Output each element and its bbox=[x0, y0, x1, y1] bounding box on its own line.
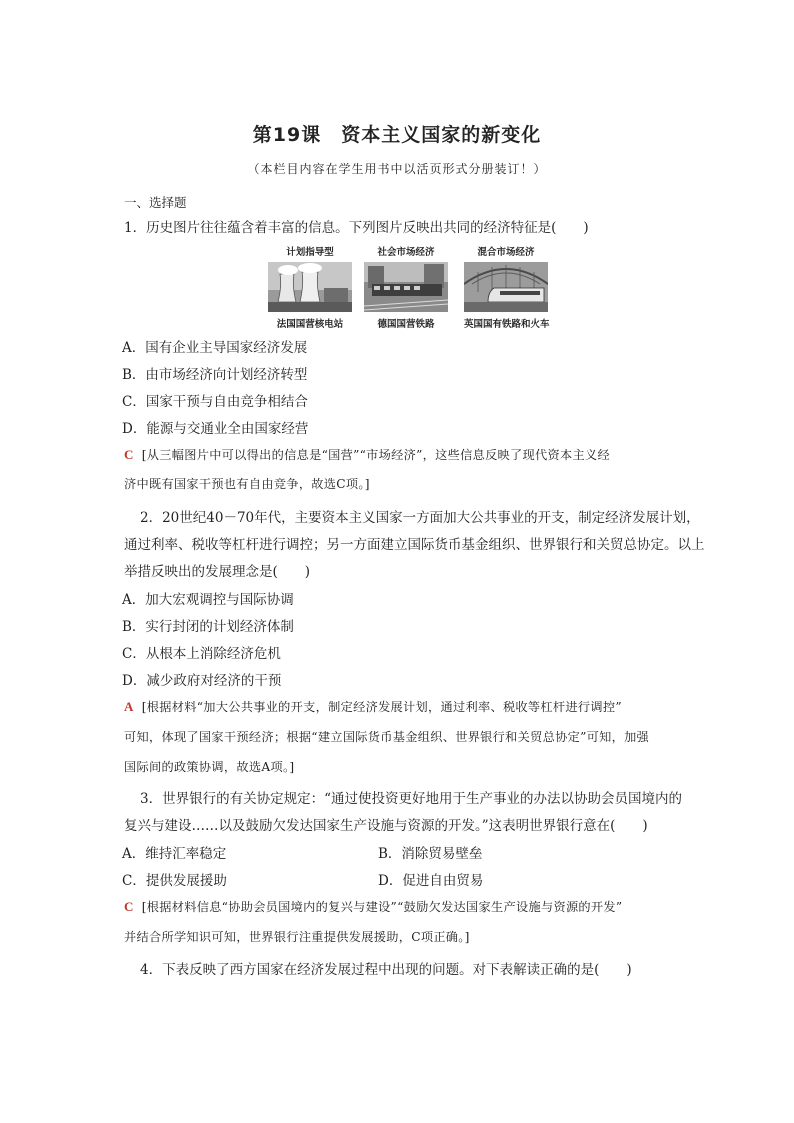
answer-letter: A bbox=[124, 699, 134, 714]
question-3-option-d: D．促进自由贸易 bbox=[378, 873, 484, 889]
question-2-stem-line-1: 2．20世纪40－70年代，主要资本主义国家一方面加大公共事业的开支，制定经济发展计划， bbox=[140, 510, 700, 526]
page-title: 第19课 资本主义国家的新变化 bbox=[252, 124, 542, 146]
answer-letter: C bbox=[124, 447, 134, 462]
photo-3-bottom-caption: 英国国有铁路和火车 bbox=[464, 319, 550, 330]
question-1-option-d: D．能源与交通业全由国家经营 bbox=[122, 421, 309, 437]
photo-panel-2 bbox=[364, 244, 448, 330]
question-3-option-a: A．维持汇率稳定 bbox=[122, 846, 227, 862]
question-3-option-c: C．提供发展援助 bbox=[122, 873, 227, 889]
question-4-stem: 4．下表反映了西方国家在经济发展过程中出现的问题。对下表解读正确的是( ) bbox=[140, 962, 632, 978]
section-heading: 一、选择题 bbox=[124, 195, 187, 210]
railway-station-photo bbox=[364, 262, 448, 312]
question-2-stem-line-3: 举措反映出的发展理念是( ) bbox=[124, 564, 311, 580]
question-3-option-b: B．消除贸易壁垒 bbox=[378, 846, 483, 862]
question-2-option-c: C．从根本上消除经济危机 bbox=[122, 646, 281, 662]
question-1-option-a: A．国有企业主导国家经济发展 bbox=[122, 340, 308, 356]
question-2-answer bbox=[124, 698, 622, 715]
question-1-option-c: C．国家干预与自由竞争相结合 bbox=[122, 394, 308, 410]
answer-explanation-line-1: [根据材料信息“协助会员国境内的复兴与建设”“鼓励欠发达国家生产设施与资源的开发” bbox=[141, 900, 623, 914]
question-2-answer-cont-2: 国际间的政策协调，故选A项。] bbox=[124, 760, 295, 774]
train-photo bbox=[464, 262, 548, 312]
question-3-answer bbox=[124, 898, 622, 915]
question-3-stem-line-1: 3．世界银行的有关协定规定：“通过使投资更好地用于生产事业的办法以协助会员国境内的 bbox=[140, 791, 682, 807]
photo-1-top-caption: 计划指导型 bbox=[286, 247, 334, 258]
question-3-answer-cont: 并结合所学知识可知，世界银行注重提供发展援助，C项正确。] bbox=[124, 930, 470, 944]
question-1-answer-cont: 济中既有国家干预也有自由竞争，故选C项。] bbox=[124, 477, 370, 491]
answer-explanation-line-1: [根据材料“加大公共事业的开支，制定经济发展计划，通过利率、税收等杠杆进行调控” bbox=[141, 700, 622, 714]
answer-letter: C bbox=[124, 899, 134, 914]
photo-2-bottom-caption: 德国国营铁路 bbox=[377, 319, 435, 330]
question-2-stem-line-2: 通过利率、税收等杠杆进行调控；另一方面建立国际货币基金组织、世界银行和关贸总协定。以上 bbox=[124, 537, 705, 553]
photo-panel-1 bbox=[268, 244, 352, 330]
answer-explanation-line-1: [从三幅图片中可以得出的信息是“国营”“市场经济”，这些信息反映了现代资本主义经 bbox=[141, 448, 610, 462]
question-2-answer-cont-1: 可知，体现了国家干预经济；根据“建立国际货币基金组织、世界银行和关贸总协定”可知，加强 bbox=[124, 730, 650, 744]
question-2-option-b: B．实行封闭的计划经济体制 bbox=[122, 619, 294, 635]
question-1-answer bbox=[124, 446, 610, 463]
question-1-stem: 1．历史图片往往蕴含着丰富的信息。下列图片反映出共同的经济特征是( ) bbox=[124, 220, 589, 236]
nuclear-plant-photo bbox=[268, 262, 352, 312]
photo-1-bottom-caption: 法国国营核电站 bbox=[276, 319, 344, 330]
page-subtitle: （本栏目内容在学生用书中以活页形式分册装订！） bbox=[247, 162, 547, 176]
question-3-stem-line-2: 复兴与建设……以及鼓励欠发达国家生产设施与资源的开发。”这表明世界银行意在( ) bbox=[124, 818, 648, 834]
question-2-option-d: D．减少政府对经济的干预 bbox=[122, 673, 282, 689]
photo-panel-3 bbox=[464, 244, 548, 330]
photo-2-top-caption: 社会市场经济 bbox=[377, 247, 435, 258]
photo-3-top-caption: 混合市场经济 bbox=[477, 247, 535, 258]
question-2-option-a: A．加大宏观调控与国际协调 bbox=[122, 592, 294, 608]
question-1-option-b: B．由市场经济向计划经济转型 bbox=[122, 367, 308, 383]
